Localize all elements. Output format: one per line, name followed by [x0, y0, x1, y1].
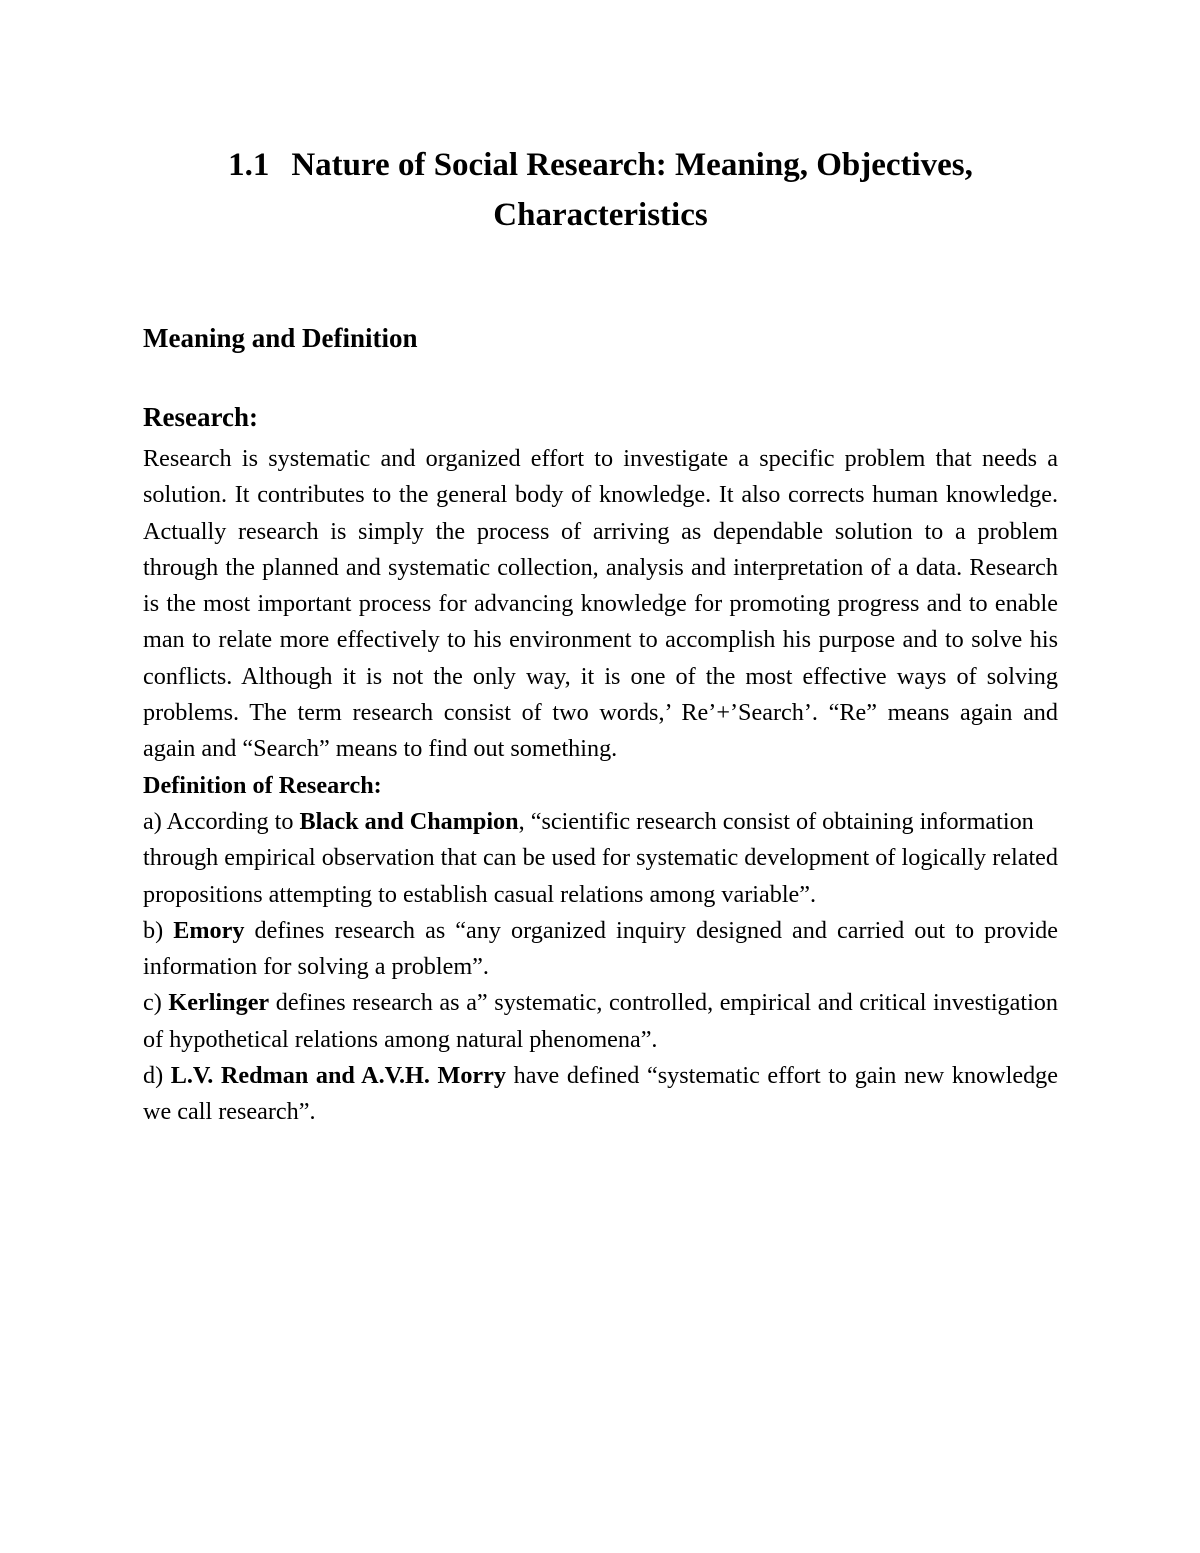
definition-c: c) Kerlinger defines research as a” systematic, controlled, empirical and critical investigation of hypothetical relations among natural phenomena”. [143, 989, 1058, 1053]
meaning-definition-heading: Meaning and Definition [143, 323, 418, 353]
section-number: 1.1 [228, 147, 270, 183]
title-line-1: Nature of Social Research: Meaning, Objectives, [291, 147, 973, 183]
page-title [143, 140, 1058, 240]
author-black-champion: Black and Champion [299, 807, 519, 835]
research-heading: Research: [143, 402, 258, 432]
definition-a-line1: a) According to Black and Champion, “scientific research consist of obtaining information [143, 807, 1034, 835]
author-kerlinger: Kerlinger [168, 989, 270, 1017]
title-line-2: Characteristics [493, 197, 708, 233]
definition-a-line2: through empirical observation that can be used for systematic development of logically related propositions attempting to establish casual relations among variable”. [143, 844, 1058, 908]
research-paragraph: Research is systematic and organized effort to investigate a specific problem that needs a solution. It contributes to the general body of knowledge. It also corrects human knowledge. Actually research is simply the process of arriving as dependable solution to a problem through the planned and systematic collection, analysis and interpretation of a data. Research is the most important process for advancing knowledge for promoting progress and to enable man to relate more effectively to his environment to accomplish his purpose and to solve his conflicts. Although it is not the only way, it is one of the most effective ways of solving problems. The term research consist of two words,’ Re’+’Search’. “Re” means again and again and “Search” means to find out something. [143, 445, 1058, 763]
definition-b: b) Emory defines research as “any organized inquiry designed and carried out to provide information for solving a problem”. [143, 916, 1059, 981]
definition-heading: Definition of Research: [143, 771, 382, 799]
body-text [143, 441, 1058, 1131]
document-page [143, 0, 1058, 1553]
definition-d: d) L.V. Redman and A.V.H. Morry have defined “systematic effort to gain new knowledge we call research”. [143, 1062, 1058, 1126]
author-redman-morry: L.V. Redman and A.V.H. Morry [170, 1062, 506, 1090]
author-emory: Emory [173, 916, 245, 944]
